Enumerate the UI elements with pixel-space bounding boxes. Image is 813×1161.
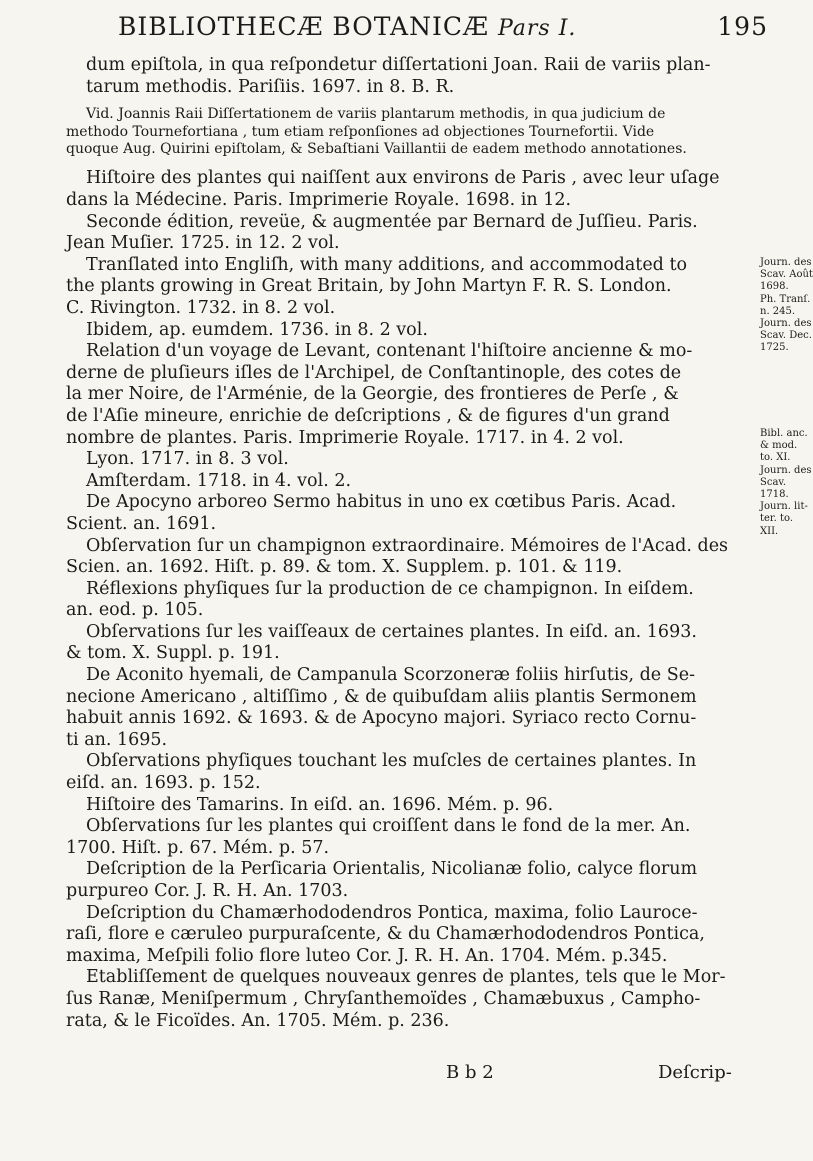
text-line: Deſcription du Chamærhododendros Pontica, maxima, folio Lauroce-	[86, 902, 698, 923]
note-line: quoque Aug. Quirini epiſtolam, & Sebaſtiani Vaillantii de eadem methodo annotationes.	[66, 141, 687, 157]
margin-line: Journ. des	[760, 464, 812, 476]
margin-line: ter. to.	[760, 513, 794, 525]
margin-line: & mod.	[760, 440, 798, 452]
text-line: Amſterdam. 1718. in 4. vol. 2.	[86, 470, 352, 491]
margin-line: Scav.	[760, 476, 787, 488]
text-line: ti an. 1695.	[66, 729, 168, 750]
text-line: raſi, flore e cæruleo purpuraſcente, & du Chamærhododendros Pontica,	[66, 924, 705, 945]
text-line: tarum methodis. Pariſiis. 1697. in 8. B. R.	[86, 76, 455, 97]
entry-continuation	[66, 55, 756, 98]
text-line: Hiſtoire des plantes qui naiſſent aux environs de Paris , avec leur uſage	[86, 168, 720, 189]
text-line: Jean Muſier. 1725. in 12. 2 vol.	[66, 233, 340, 254]
text-line: habuit annis 1692. & 1693. & de Apocyno majori. Syriaco recto Cornu-	[66, 708, 697, 729]
margin-line: n. 245.	[760, 305, 796, 317]
text-line: Obſervations ſur les vaiſſeaux de certaines plantes. In eiſd. an. 1693.	[86, 621, 697, 642]
text-line: Obſervations ſur les plantes qui croiſſent dans le fond de la mer. An.	[86, 816, 691, 837]
footnote-vid	[66, 106, 756, 158]
text-line: dum epiſtola, in qua reſpondetur diſſertationi Joan. Raii de variis plan-	[86, 55, 711, 75]
text-line: Tranſlated into Engliſh, with many additions, and accommodated to	[86, 254, 688, 275]
entry-body	[66, 168, 756, 1032]
text-line: Deſcription de la Perſicaria Orientalis, Nicolianæ folio, calyce florum	[86, 859, 698, 880]
text-line: Scien. an. 1692. Hiſt. p. 89. & tom. X. Supplem. p. 101. & 119.	[66, 557, 623, 578]
text-line: Etabliſſement de quelques nouveaux genres de plantes, tels que le Mor-	[86, 967, 726, 988]
text-line: 1700. Hiſt. p. 67. Mém. p. 57.	[66, 837, 330, 858]
text-line: dans la Médecine. Paris. Imprimerie Royale. 1698. in 12.	[66, 190, 572, 210]
text-line: Réflexions phyſiques ſur la production de ce champignon. In eiſdem.	[86, 578, 694, 599]
margin-line: Journ. des	[760, 318, 812, 330]
text-line: ſus Ranæ, Meniſpermum , Chryſanthemoïdes , Chamæbuxus , Campho-	[66, 988, 701, 1009]
text-line: Obſervation ſur un champignon extraordinaire. Mémoires de l'Acad. des	[86, 535, 729, 556]
margin-line: Journ. lit-	[760, 501, 808, 513]
text-line: & tom. X. Suppl. p. 191.	[66, 643, 280, 664]
text-line: Relation d'un voyage de Levant, contenant l'hiſtoire ancienne & mo-	[86, 341, 693, 362]
text-line: the plants growing in Great Britain, by John Martyn F. R. S. London.	[66, 276, 672, 297]
text-line: Hiſtoire des Tamarins. In eiſd. an. 1696. Mém. p. 96.	[86, 794, 554, 815]
margin-line: 1718.	[760, 489, 789, 501]
margin-line: Ph. Tranſ.	[760, 293, 811, 305]
text-line: de l'Aſie mineure, enrichie de deſcriptions , & de figures d'un grand	[66, 405, 670, 426]
text-line: purpureo Cor. J. R. H. An. 1703.	[66, 881, 349, 901]
running-head	[118, 12, 768, 41]
text-line: De Aconito hyemali, de Campanula Scorzoneræ foliis hirſutis, de Se-	[86, 665, 695, 686]
note-line: Vid. Joannis Raii Diſſertationem de variis plantarum methodis, in qua judicium de	[86, 106, 666, 123]
text-line: maxima, Meſpili folio flore luteo Cor. J. R. H. An. 1704. Mém. p.345.	[66, 945, 668, 966]
margin-line: to. XI.	[760, 452, 791, 464]
margin-note-2	[760, 428, 812, 538]
text-line: C. Rivington. 1732. in 8. 2 vol.	[66, 297, 336, 318]
text-line: Lyon. 1717. in 8. 3 vol.	[86, 449, 289, 470]
margin-line: Bibl. anc.	[760, 428, 808, 439]
margin-line: Journ. des	[760, 257, 812, 268]
text-line: derne de pluſieurs iſles de l'Archipel, de Conſtantinople, des cotes de	[66, 362, 682, 383]
text-line: nombre de plantes. Paris. Imprimerie Royale. 1717. in 4. 2 vol.	[66, 427, 624, 448]
margin-line: XII.	[760, 525, 779, 537]
margin-line: Scav. Dec.	[760, 330, 812, 342]
text-line: Obſervations phyſiques touchant les muſcles de certaines plantes. In	[86, 751, 697, 772]
text-line: an. eod. p. 105.	[66, 600, 204, 621]
text-line: eiſd. an. 1693. p. 152.	[66, 773, 261, 794]
text-line: rata, & le Ficoïdes. An. 1705. Mém. p. 236.	[66, 1010, 450, 1031]
main-text	[66, 55, 756, 1032]
page-number: 195	[717, 12, 768, 41]
margin-line: 1698.	[760, 281, 789, 293]
text-line: necione Americano , altiſſimo , & de quibuſdam aliis plantis Sermonem	[66, 686, 697, 707]
text-line: Ibidem, ap. eumdem. 1736. in 8. 2 vol.	[86, 319, 428, 340]
signature-mark: B b 2	[446, 1062, 494, 1083]
running-pars: Pars I.	[497, 16, 577, 41]
text-line: la mer Noire, de l'Arménie, de la Georgie, des frontieres de Perſe , &	[66, 384, 679, 405]
margin-line: Scav. Août	[760, 269, 813, 281]
text-line: Seconde édition, reveüe, & augmentée par Bernard de Juſſieu. Paris.	[86, 211, 698, 232]
text-line: Scient. an. 1691.	[66, 513, 217, 534]
note-line: methodo Tournefortiana , tum etiam reſponſiones ad objectiones Tournefortii. Vide	[66, 123, 655, 140]
margin-note-1	[760, 257, 813, 355]
margin-line: 1725.	[760, 342, 789, 354]
running-title: BIBLIOTHECÆ BOTANICÆ	[118, 12, 490, 41]
catchword: Deſcrip-	[658, 1062, 732, 1083]
text-line: De Apocyno arboreo Sermo habitus in uno ex cœtibus Paris. Acad.	[86, 492, 677, 513]
